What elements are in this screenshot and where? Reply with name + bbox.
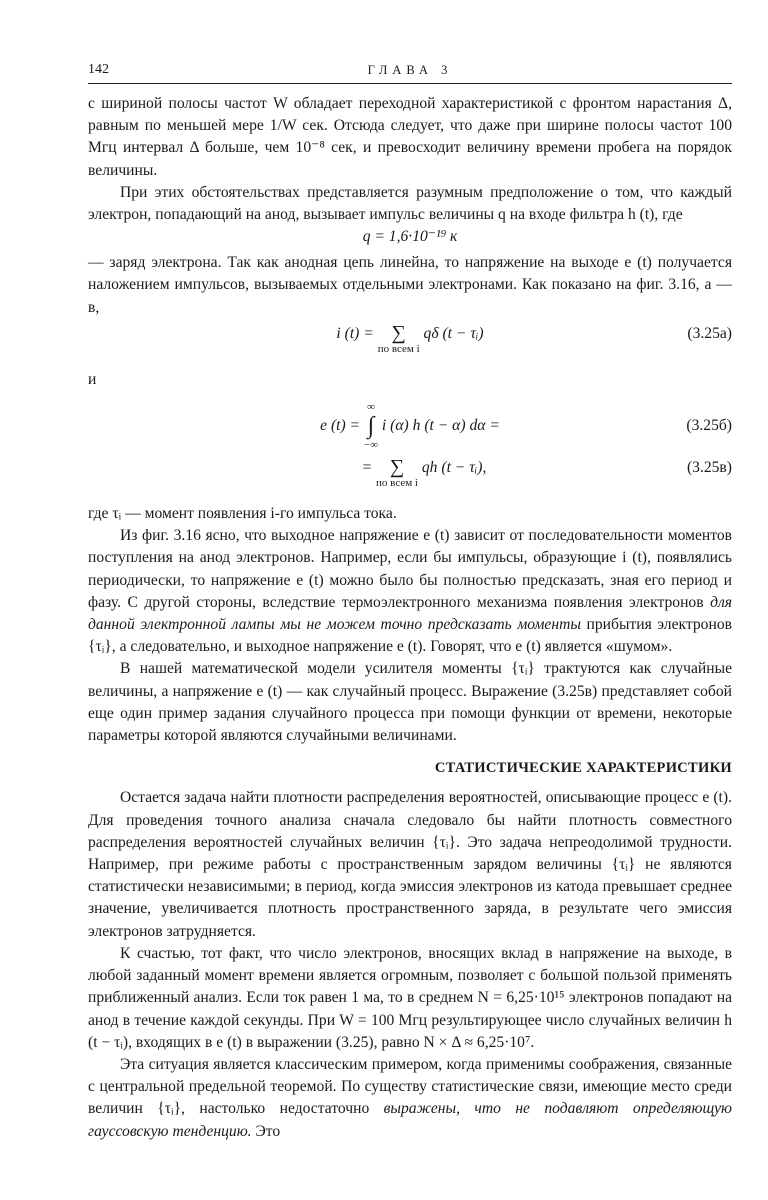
eq-b-upper-limit: ∞ xyxy=(367,401,375,414)
equation-3-25a xyxy=(88,323,732,369)
paragraph-9-italic: выражены, что не подавляют определяющую гауссовскую тенденцию. xyxy=(88,1100,732,1140)
paragraph-5 xyxy=(88,525,732,658)
conjunction-and: и xyxy=(88,370,97,388)
eq-c-sum-sign: ∑ xyxy=(389,456,405,479)
eq-b-lhs: e (t) = xyxy=(320,417,364,435)
chapter-title: ГЛАВА 3 xyxy=(367,63,453,77)
equation-charge-text: q = 1,6·10⁻¹⁹ к xyxy=(362,228,458,246)
eq-a-sum-sub: по всем i xyxy=(377,342,420,355)
eq-a-lhs: i (t) = xyxy=(336,324,378,342)
eq-a-number: (3.25а) xyxy=(687,324,732,342)
paragraph-5-italic: для данной электронной лампы мы не можем точно предсказать моменты xyxy=(88,593,732,634)
section-heading: СТАТИСТИЧЕСКИЕ ХАРАКТЕРИСТИКИ xyxy=(434,760,732,777)
eq-c-rhs: qh (t − τᵢ), xyxy=(417,459,487,477)
paragraph-3: — заряд электрона. Так как анодная цепь линейна, то напряжение на выходе e (t) получается наложением импульсов, вызываемых отдельными электронами. Как показано на фиг. 3.16, а — в, xyxy=(88,254,732,316)
eq-c-sum xyxy=(376,457,418,489)
paragraph-9-start: Эта ситуация является классическим примером, когда применимы соображения, связанные с центральной предельной теоремой. По существу статистические связи, имеющие место среди величин {τᵢ}, настолько недостаточно xyxy=(88,1055,732,1118)
eq-b-rhs: i (α) h (t − α) dα = xyxy=(378,417,500,435)
equation-3-25v xyxy=(88,457,732,499)
page-header xyxy=(88,58,732,82)
book-page xyxy=(88,58,732,1143)
paragraph-2: При этих обстоятельствах представляется разумным предположение о том, что каждый электрон, попадающий на анод, вызывает импульс величины q на входе фильтра h (t), где xyxy=(88,183,732,224)
eq-b-lower-limit: −∞ xyxy=(363,439,379,452)
paragraph-8: К счастью, тот факт, что число электронов, вносящих вклад в напряжение на выходе, в любой заданный момент времени является огромным, позволяет с большой пользой применять приближенный анализ. Если ток равен 1 ма, то в среднем N = 6,25·10¹⁵ электронов попадают на анод в течение каждой секунды. При W = 100 Мгц результирующее число случайных величин h (t − τᵢ), входящих в e (t) в выражении (3.25), равно N × Δ ≈ 6,25·10⁷. xyxy=(88,944,732,1051)
paragraph-5-start: Из фиг. 3.16 ясно, что выходное напряжение e (t) зависит от последовательности моментов поступления на анод электронов. Например, если бы импульсы, образующие i (t), появлялись периодически, то напряжение e (t) можно было бы полностью предсказать, зная его период и фазу. С другой стороны, вследствие термоэлектронного механизма появления электронов xyxy=(88,527,732,611)
page-number: 142 xyxy=(88,62,109,77)
paragraph-6: В нашей математической модели усилителя моменты {τᵢ} трактуются как случайные величины, а напряжение e (t) — как случайный процесс. Выражение (3.25в) представляет собой еще один пример задания случайного процесса при помощи функции от времени, некоторые параметры которой являются случайными величинами. xyxy=(88,660,732,745)
paragraph-9 xyxy=(88,1054,732,1143)
header-rule xyxy=(88,83,732,84)
eq-a-sum-sign: ∑ xyxy=(391,321,406,344)
paragraph-9-end: Это xyxy=(251,1122,281,1140)
eq-b-number: (3.25б) xyxy=(686,417,732,435)
eq-b-integral-sign: ∫ xyxy=(367,413,375,440)
eq-a-rhs: qδ (t − τᵢ) xyxy=(419,324,484,342)
equation-3-25b xyxy=(88,395,732,457)
paragraph-7: Остается задача найти плотности распределения вероятностей, описывающие процесс e (t). Для проведения точного анализа сначала следовало бы найти плотность совместного распределения вероятностей случайных величин {τᵢ}. Это задача непреодолимой трудности. Например, при режиме работы с пространственным зарядом величины {τᵢ} не являются статистически независимыми; в период, когда эмиссия электронов из катода превышает среднее значение, увеличивается плотность пространственного заряда, в результате чего эмиссия электронов затрудняется. xyxy=(88,789,732,940)
eq-b-integral xyxy=(364,401,378,451)
eq-c-number: (3.25в) xyxy=(686,459,732,477)
eq-c-lhs: = xyxy=(361,459,377,477)
paragraph-5-end: прибытия электронов {τᵢ}, а следовательно, и выходное напряжение e (t). Говорят, что e (t) является «шумом». xyxy=(88,616,732,656)
eq-a-sum xyxy=(378,323,420,355)
paragraph-4: где τᵢ — момент появления i-го импульса тока. xyxy=(88,505,397,523)
equation-charge xyxy=(88,226,732,252)
eq-c-sum-sub: по всем i xyxy=(376,477,418,490)
paragraph-1: с шириной полосы частот W обладает переходной характеристикой с фронтом нарастания Δ, равным по меньшей мере 1/W сек. Отсюда следует, что даже при ширине полосы частот 100 Мгц интервал Δ больше, чем 10⁻⁸ сек, и превосходит величину времени пробега на порядок величины. xyxy=(88,95,732,179)
